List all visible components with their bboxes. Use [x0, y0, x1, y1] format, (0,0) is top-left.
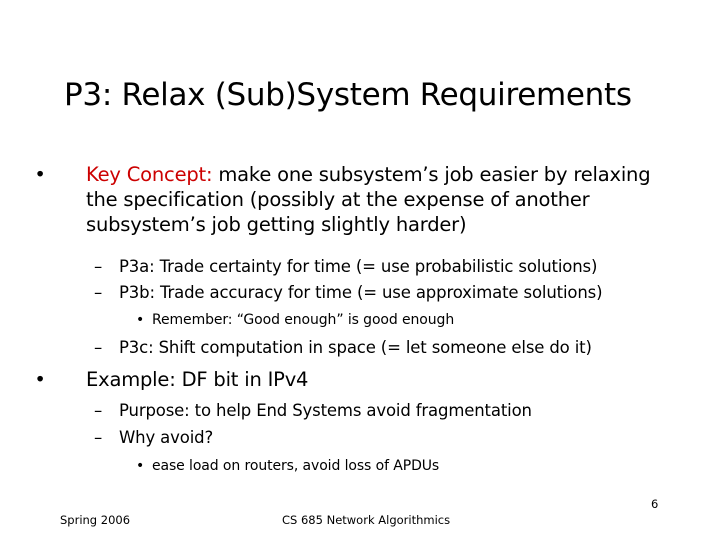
slide-title: P3: Relax (Sub)System Requirements: [64, 77, 632, 113]
key-concept-text: make one subsystem’s job easier by relaxing the specification (possibly at the expense of another subsystem’s job getting slightly harder): [86, 163, 651, 236]
sub-bullet-text: Why avoid?: [119, 428, 214, 447]
bullet-marker: •: [136, 312, 145, 328]
dash-marker: –: [94, 257, 103, 276]
dash-marker: –: [94, 428, 103, 447]
dash-marker: –: [94, 338, 103, 357]
sub-sub-bullet-ease-load: [136, 457, 440, 475]
bullet-text: Example: DF bit in IPv4: [86, 368, 309, 391]
sub-sub-bullet-text: ease load on routers, avoid loss of APDUs: [152, 458, 440, 474]
sub-bullet-p3a: [94, 256, 598, 278]
sub-sub-bullet-text: Remember: “Good enough” is good enough: [152, 312, 455, 328]
page-number: 6: [651, 497, 659, 511]
sub-bullet-text: Purpose: to help End Systems avoid fragmentation: [119, 401, 532, 420]
dash-marker: –: [94, 283, 103, 302]
key-concept-label: Key Concept:: [86, 163, 213, 186]
sub-sub-bullet-remember: [136, 311, 455, 329]
sub-bullet-p3c: [94, 337, 592, 359]
footer-date: Spring 2006: [60, 513, 131, 527]
sub-bullet-text: P3b: Trade accuracy for time (= use approximate solutions): [119, 283, 603, 302]
footer-course: CS 685 Network Algorithmics: [282, 513, 451, 527]
sub-bullet-why-avoid: [94, 427, 214, 449]
bullet-example: [34, 367, 676, 392]
sub-bullet-purpose: [94, 400, 532, 422]
bullet-key-concept: [34, 162, 676, 237]
sub-bullet-text: P3c: Shift computation in space (= let someone else do it): [119, 338, 592, 357]
sub-bullet-text: P3a: Trade certainty for time (= use probabilistic solutions): [119, 257, 598, 276]
sub-bullet-p3b: [94, 282, 603, 304]
bullet-marker: •: [136, 458, 145, 474]
bullet-marker: •: [34, 368, 46, 391]
dash-marker: –: [94, 401, 103, 420]
bullet-marker: •: [34, 163, 46, 186]
